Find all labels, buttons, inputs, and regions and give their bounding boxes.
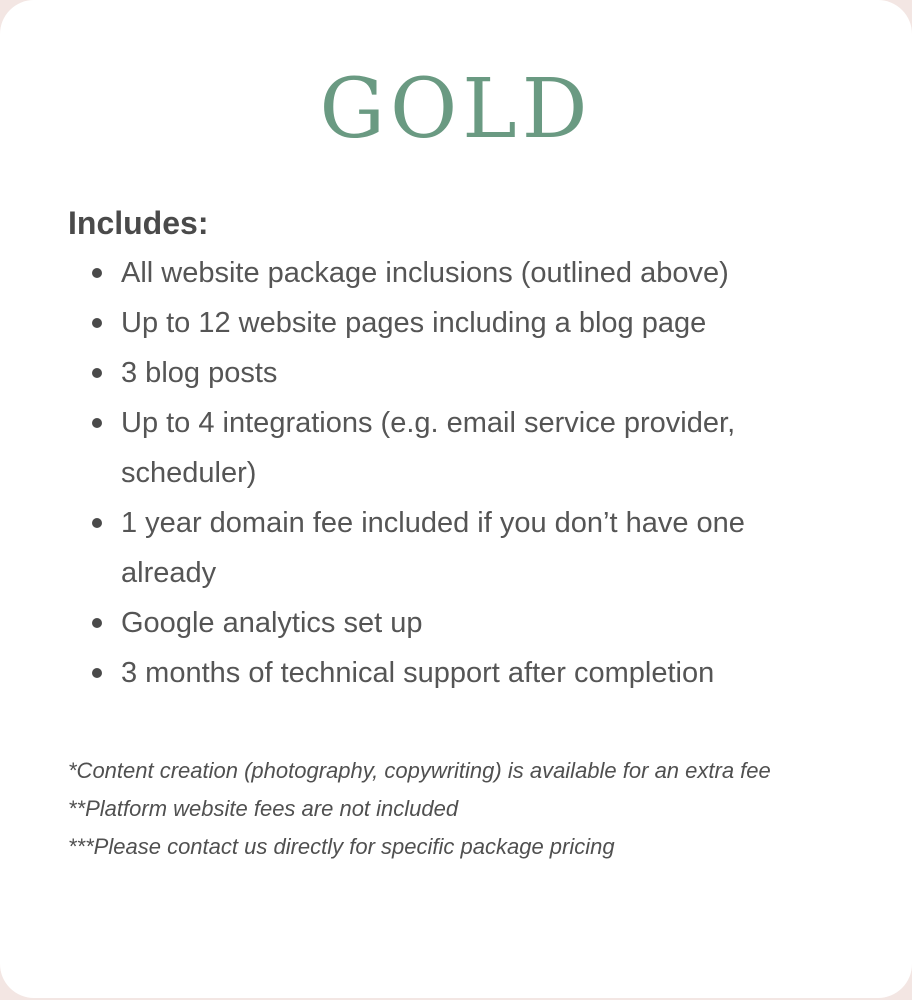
list-item-text: All website package inclusions (outlined above): [121, 257, 729, 289]
list-item: [92, 298, 832, 348]
bullet-icon: [92, 618, 102, 628]
footnote-content-creation: *Content creation (photography, copywriting) is available for an extra fee: [68, 758, 771, 783]
list-item-text: Up to 4 integrations (e.g. email service provider, scheduler): [121, 407, 736, 489]
list-item-text: Google analytics set up: [121, 607, 423, 639]
package-title: GOLD: [319, 62, 593, 157]
list-item: [92, 398, 832, 498]
list-item: [92, 248, 832, 298]
bullet-icon: [92, 418, 102, 428]
footnote-platform-fees: **Platform website fees are not included: [68, 796, 459, 821]
bullet-icon: [92, 368, 102, 378]
footnote-contact: ***Please contact us directly for specific package pricing: [68, 834, 615, 859]
list-item: [92, 498, 832, 598]
footnotes: [68, 752, 838, 866]
list-item: [92, 648, 832, 698]
bullet-icon: [92, 518, 102, 528]
includes-heading: Includes:: [68, 205, 209, 241]
inclusions-list: [92, 248, 832, 698]
bullet-icon: [92, 668, 102, 678]
bullet-icon: [92, 318, 102, 328]
list-item-text: 1 year domain fee included if you don’t have one already: [121, 507, 745, 589]
list-item: [92, 598, 832, 648]
list-item-text: 3 months of technical support after completion: [121, 657, 715, 689]
list-item-text: 3 blog posts: [121, 357, 278, 389]
list-item: [92, 348, 832, 398]
list-item-text: Up to 12 website pages including a blog page: [121, 307, 707, 339]
bullet-icon: [92, 268, 102, 278]
